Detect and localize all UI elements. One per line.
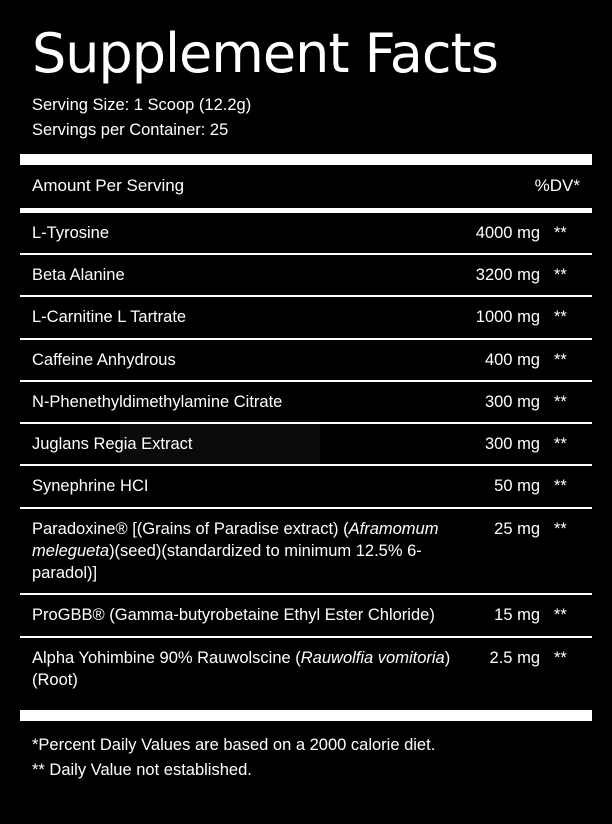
table-row — [20, 255, 592, 295]
footnote-percent-daily-value: *Percent Daily Values are based on a 2000 calorie diet. — [32, 736, 436, 755]
ingredient-name: Caffeine Anhydrous — [32, 350, 176, 369]
ingredient-amount: 400 mg — [484, 350, 540, 369]
ingredient-amount: 2.5 mg — [489, 648, 540, 667]
daily-value-header: %DV* — [534, 175, 580, 195]
ingredient-name: L-Tyrosine — [32, 223, 110, 242]
ingredient-dv: ** — [554, 477, 567, 496]
ingredient-amount: 50 mg — [494, 477, 540, 496]
serving-info — [32, 93, 592, 144]
ingredient-dv: ** — [554, 648, 567, 667]
ingredient-dv: ** — [554, 266, 567, 285]
ingredient-amount: 1000 mg — [475, 308, 540, 327]
serving-size: Serving Size: 1 Scoop (12.2g) — [32, 95, 252, 114]
table-row — [20, 466, 592, 506]
ingredient-name: L-Carnitine L Tartrate — [32, 308, 187, 327]
ingredient-amount: 3200 mg — [475, 266, 540, 285]
ingredient-name: Alpha Yohimbine 90% Rauwolscine (Rauwolfia vomitoria)(Root) — [32, 648, 451, 689]
table-row — [20, 340, 592, 380]
ingredient-name: Synephrine HCI — [32, 477, 149, 496]
ingredient-amount: 4000 mg — [475, 223, 540, 242]
table-row — [20, 595, 592, 635]
table-row — [20, 509, 592, 594]
ingredient-name: ProGBB® (Gamma-butyrobetaine Ethyl Ester Chloride) — [32, 606, 435, 625]
amount-per-serving-label: Amount Per Serving — [32, 175, 185, 195]
ingredient-amount: 15 mg — [494, 606, 540, 625]
table-row — [20, 638, 592, 701]
ingredient-dv: ** — [554, 606, 567, 625]
divider-thick-top — [20, 154, 592, 165]
divider-thick-bottom — [20, 710, 592, 721]
ingredient-dv: ** — [554, 392, 567, 411]
ingredient-dv: ** — [554, 519, 567, 538]
footnote-daily-value-not-established: ** Daily Value not established. — [32, 760, 252, 779]
ingredient-name: Juglans Regia Extract — [32, 435, 193, 454]
ingredient-amount: 25 mg — [494, 519, 540, 538]
table-row — [20, 297, 592, 337]
ingredient-name: N-Phenethyldimethylamine Citrate — [32, 392, 283, 411]
table-row — [20, 424, 592, 464]
ingredient-dv: ** — [554, 223, 567, 242]
ingredient-dv: ** — [554, 308, 567, 327]
ingredient-amount: 300 mg — [484, 392, 540, 411]
ingredient-name: Paradoxine® [(Grains of Paradise extract) (Aframomum melegueta)(seed)(standardized to minimum 12.5% 6-paradol)] — [32, 519, 439, 583]
ingredient-dv: ** — [554, 350, 567, 369]
ingredient-name: Beta Alanine — [32, 266, 125, 285]
footnotes — [32, 733, 592, 783]
ingredient-amount: 300 mg — [484, 435, 540, 454]
servings-per-container: Servings per Container: 25 — [32, 121, 229, 140]
table-row — [20, 382, 592, 422]
page-title: Supplement Facts — [32, 22, 498, 85]
amount-per-serving-header — [20, 165, 592, 208]
ingredient-dv: ** — [554, 435, 567, 454]
table-row — [20, 213, 592, 253]
